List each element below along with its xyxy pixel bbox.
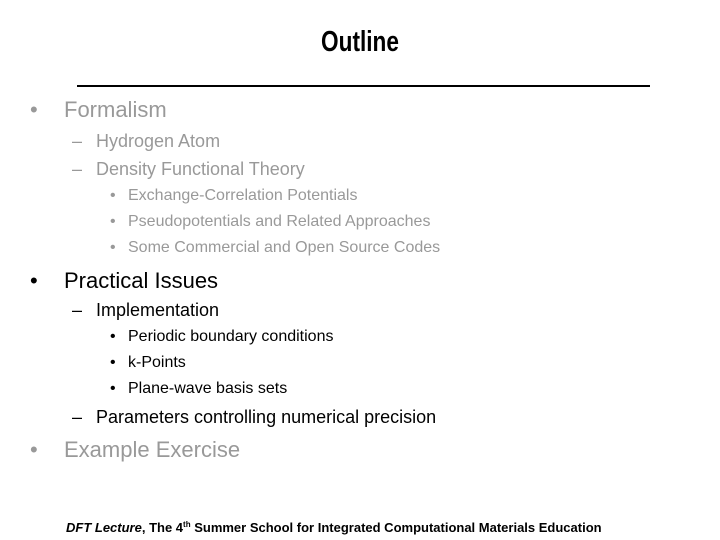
item-text: Periodic boundary conditions — [128, 328, 334, 345]
outline-item-hydrogen — [72, 131, 220, 152]
bullet-marker: • — [110, 213, 116, 230]
outline-item-dft — [72, 159, 305, 180]
item-text: Exchange-Correlation Potentials — [128, 187, 358, 204]
footer-pre: , The 4 — [141, 520, 184, 535]
outline-item-implementation — [72, 300, 219, 321]
dash-marker: – — [72, 407, 83, 427]
item-text: Plane-wave basis sets — [128, 380, 288, 397]
item-text: Practical Issues — [64, 268, 219, 293]
footer-post: Summer School for Integrated Computational Materials Education — [190, 520, 602, 535]
bullet-marker: • — [110, 354, 116, 371]
bullet-marker: • — [30, 437, 38, 462]
item-text: Implementation — [96, 300, 220, 320]
footer-lecture: DFT Lecture — [66, 520, 142, 535]
outline-item-codes — [110, 239, 440, 257]
item-text: Formalism — [64, 97, 167, 122]
outline-item-periodic — [110, 328, 333, 346]
footer — [66, 520, 602, 535]
dash-marker: – — [72, 131, 83, 151]
item-text: k-Points — [128, 354, 186, 371]
item-text: Pseudopotentials and Related Approaches — [128, 213, 431, 230]
item-text: Example Exercise — [64, 437, 241, 462]
bullet-marker: • — [110, 380, 116, 397]
outline-item-pseudo — [110, 213, 430, 231]
outline-item-parameters — [72, 407, 436, 428]
bullet-marker: • — [110, 187, 116, 204]
footer-sup: th — [183, 520, 191, 529]
bullet-marker: • — [110, 239, 116, 256]
dash-marker: – — [72, 159, 83, 179]
item-text: Density Functional Theory — [96, 159, 305, 179]
outline-item-kpoints — [110, 354, 186, 372]
item-text: Hydrogen Atom — [96, 131, 221, 151]
dash-marker: – — [72, 300, 83, 320]
outline-item-planewave — [110, 380, 287, 398]
outline-item-formalism — [30, 97, 167, 123]
bullet-marker: • — [30, 97, 38, 122]
outline-item-example — [30, 437, 240, 463]
outline-item-xc — [110, 187, 357, 205]
outline-item-practical — [30, 268, 218, 294]
title-rule — [77, 85, 650, 87]
item-text: Parameters controlling numerical precision — [96, 407, 437, 427]
bullet-marker: • — [110, 328, 116, 345]
slide-title: Outline — [321, 26, 399, 58]
bullet-marker: • — [30, 268, 38, 293]
item-text: Some Commercial and Open Source Codes — [128, 239, 441, 256]
